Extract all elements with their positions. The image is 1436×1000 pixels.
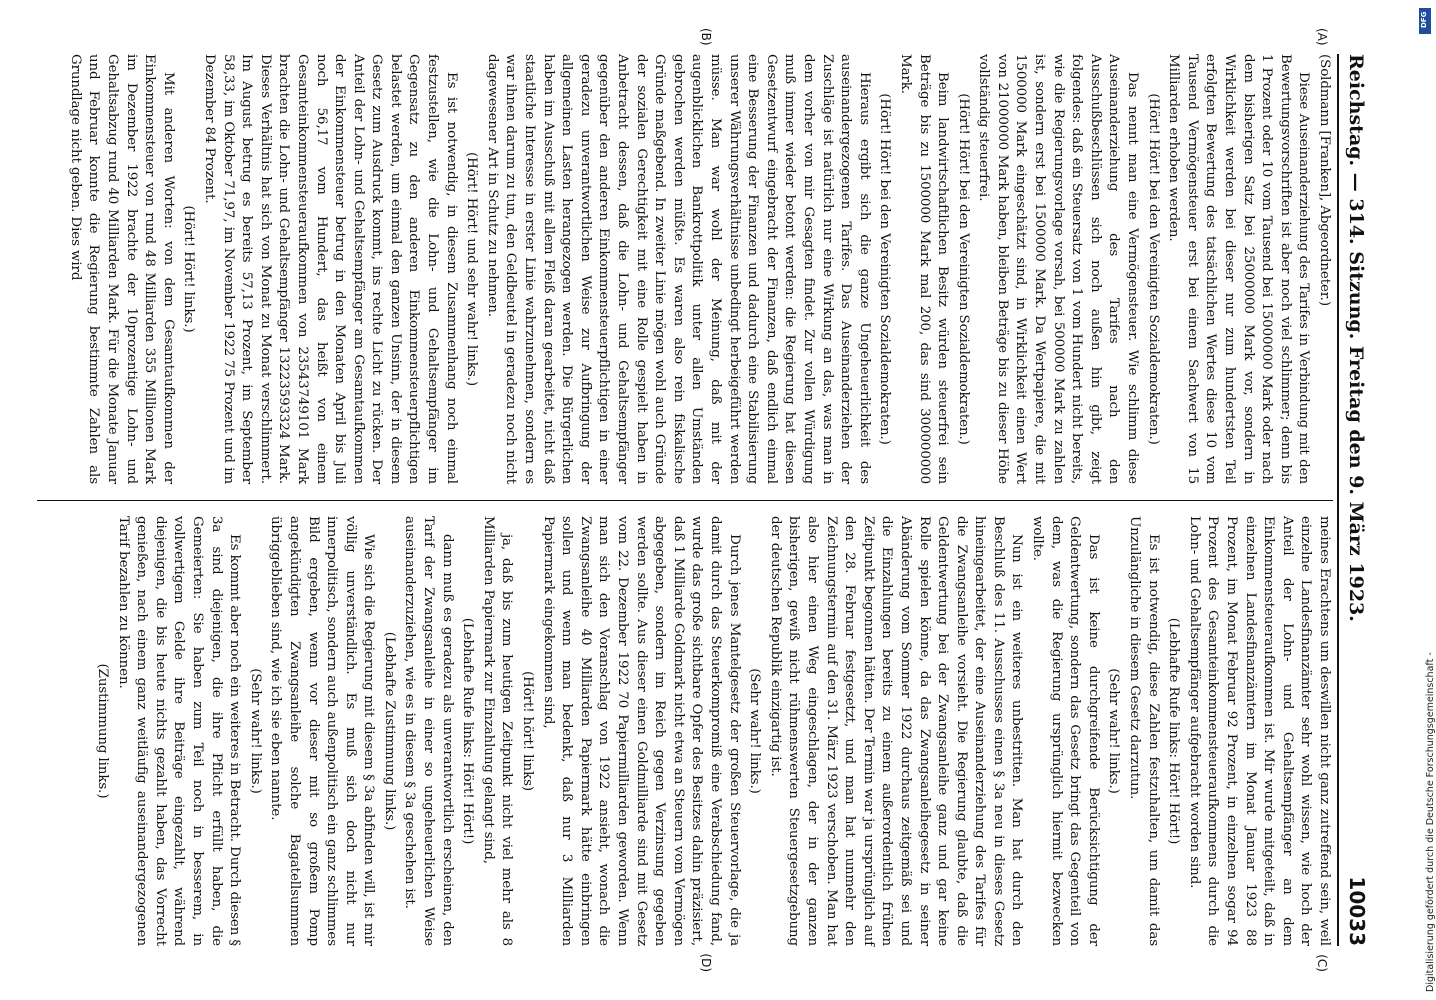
paragraph: ja, daß bis zum heutigen Zeitpunkt nicht viel mehr als 8 Milliarden Papiermark zur Einzahlung gelangt sind, bbox=[480, 516, 515, 946]
interjection: (Sehr wahr! links.) bbox=[1106, 668, 1122, 794]
margin-marker-d: (D) bbox=[699, 953, 713, 972]
paragraph: Diese Auseinanderziehung des Tarifes in Verbindung mit den Bewertungsvorschriften ist aber noch viel schlimmer; denn bis 1 Prozent oder 10 vom Tausend bei 15000000 Mark oder nach dem bisherigen Satz bei 25000000 Mark vor, sondern in Wirklichkeit werden bei dieser nur zum hundertsten Teil erfolgten Bewertung des tatsächlichen Wertes diese 10 vom Tausend Vermögensteuer erst bei einem Sachwert von 15 Milliarden erhoben werden. bbox=[1166, 54, 1312, 484]
interjection: (Hört! Hört! links.) bbox=[181, 205, 197, 333]
rotated-newspaper-page bbox=[27, 20, 1407, 980]
credit-text: Digitalisierung gefördert durch die Deutsche Forschungsgemeinschaft - bbox=[1425, 652, 1436, 992]
paragraph: Das ist keine durchgreifende Berücksichtigung der Geldentwertung, sondern das Gesetz bringt das Gegenteil von dem, was die Regierung ursprünglich hiermit bezwecken wollte. bbox=[1030, 516, 1101, 946]
paragraph: Mit anderen Worten: von dem Gesamtaufkommen der Einkommensteuer von rund 48 Milliarden 355 Millionen Mark im Dezember 1922 brachte der 10prozentige Lohn- und Gehaltsabzug rund 40 Milliarden Mark. Für die Monate Januar und Februar konnte die Regierung bestimmte Zahlen als Grundlage nicht geben. Dies wird bbox=[67, 54, 176, 484]
interjection: (Sehr wahr! links.) bbox=[247, 668, 263, 794]
dfg-logo bbox=[1419, 8, 1431, 34]
paragraph: Es ist notwendig, in diesem Zusammenhang noch einmal festzustellen, wie die Lohn- und Gehaltsempfänger im Gegensatz zu den anderen Einkommensteuerpflichtigen belastet werden, um einmal den ganzen Unsinn, der in diesem Gesetz zum Ausdruck kommt, ins rechte Licht zu rücken. Der Anteil der Lohn- und Gehaltsempfänger am Gesamtaufkommen der Einkommensteuer betrug in den Monaten April bis Juli noch 56,17 vom Hundert, das heißt von einem Gesamteinkommensteueraufkommen von 23543749101 Mark brachten die Lohn- und Gehaltsempfänger 13223593324 Mark. Dieses Verhältnis hat sich von Monat zu Monat verschlimmert. Im August betrug es bereits 57,13 Prozent, im September 58,33, im Oktober 71,97, im November 1922 75 Prozent und im Dezember 84 Prozent. bbox=[201, 54, 459, 484]
margin-marker-b: (B) bbox=[699, 28, 713, 46]
paragraph: Es ist notwendig, diese Zahlen festzuhalten, um damit das Unzulängliche in diesem Gesetz darzutun. bbox=[1127, 516, 1161, 946]
paragraph: dann muß es geradezu als unverantwortlich erscheinen, den Tarif der Zwangsanleihe in einer so ungeheuerlichen Weise auseinanderzuziehen, wie es in diesem § 3a geschehen ist. bbox=[402, 516, 455, 946]
paragraph: Wie sich die Regierung mit diesem § 3a abfinden will, ist mir völlig unverständlich. Es muß sich doch nicht nur innerpolitisch, sondern auch außenpolitisch ein ganz schlimmes Bild ergeben, wenn vor dieser mit so großem Pomp angekündigten Zwangsanleihe solche Bagatellsummen übriggeblieben sind, wie ich sie eben nannte. bbox=[268, 516, 377, 946]
text-columns bbox=[37, 28, 1333, 972]
interjection: (Lebhafte Zustimmung links.) bbox=[381, 631, 397, 831]
dfg-logo-text: DFG bbox=[1420, 11, 1428, 28]
paragraph: Beim landwirtschaftlichen Besitz würden steuerfrei sein Beträge bis zu 1500000 Mark mal 200, das sind 300000000 Mark. bbox=[897, 54, 951, 484]
interjection: (Zustimmung links.) bbox=[95, 663, 110, 799]
paragraph: (Soldmann [Franken], Abgeordneter.) bbox=[1317, 54, 1332, 306]
running-header bbox=[1337, 54, 1379, 946]
interjection: (Sehr wahr! links.) bbox=[747, 668, 763, 794]
paragraph: Durch jenes Mantelgesetz der großen Steuervorlage, die ja damit durch das Steuerkompromiß eine Verabschiedung fand, wurde das große sichtbare Opfer des Besitzes dahin präzisiert, daß 1 Milliarde Goldmark nicht etwa an Steuern vom Vermögen abgegeben, sondern im Reich gegen Verzinsung gegeben werden sollte. Aus dieser einen Goldmilliarde sind mit Gesetz vom 22. Dezember 1922 70 Papiermilliarden geworden. Wenn man sich den Voranschlag von 1922 ansieht, wonach die Zwangsanleihe 40 Milliarden Papiermark hätte einbringen sollen und wenn man bedenkt, daß nur 3 Milliarden Papiermark eingekommen sind, bbox=[540, 516, 742, 946]
right-column bbox=[37, 516, 1333, 946]
digitization-credit bbox=[1418, 8, 1436, 992]
interjection: (Hört! Hört! und sehr wahr! links.) bbox=[464, 152, 480, 386]
interjection: (Lebhafte Rufe links: Hört! Hört!) bbox=[460, 617, 476, 845]
interjection: (Hört! hört! links) bbox=[520, 671, 536, 791]
margin-marker-a: (A) bbox=[1315, 28, 1329, 46]
left-column bbox=[37, 54, 1333, 484]
paragraph: Es kommt aber noch ein weiteres in Betracht. Durch diesen § 3a sind diejenigen, die ihre Pflicht erfüllt haben, die Gemeierten: Sie haben zum Teil noch in besserem, in vollwertigem Gelde ihre Beiträge eingezahlt, während diejenigen, die bis heute nichts gezahlt haben, das Vorrecht genießen, nach einem ganz weitläufig auseinandergezogenen Tarif bezahlen zu können. bbox=[115, 516, 243, 946]
interjection: (Lebhafte Rufe links: Hört! Hört!) bbox=[1166, 617, 1182, 845]
paragraph: Das nennt man eine Vermögensteuer. Wie schlimm diese Auseinanderziehung des Tarifes nach den Ausschußbeschlüssen sich noch außen hin gibt, zeigt folgendes: daß ein Steuersatz von 1 vom Hundert nicht bereits, wie die Regierungsvorlage vorsah, bei 500000 Mark zu zahlen ist, sondern erst bei 1500000 Mark. Da Wertpapiere, die mit 1500000 Mark eingeschätzt sind, in Wirklichkeit einen Wert von 21000000 Mark haben, bleiben Beträge bis zu dieser Höhe vollständig steuerfrei. bbox=[976, 54, 1141, 484]
column-divider bbox=[37, 500, 1333, 501]
interjection: (Hört! Hört! bei den Vereinigten Sozialdemokraten.) bbox=[955, 93, 971, 445]
paragraph: Hieraus ergibt sich die ganze Ungeheuerlichkeit des auseinandergezogenen Tarifes. Das Auseinanderziehen der Zuschläge ist natürlich nur eine Wirkung an das, was man in dem vorher von mir Gesagten findet. Zur vollen Würdigung muß immer wieder betont werden: die Regierung hat diesen Gesetzentwurf eingebracht der Finanzen, daß endlich einmal eine Besserung der Finanzen und dadurch eine Stabilisierung unserer Währungsverhältnisse unbedingt herbeigeführt werden müsse. Man war wohl der Meinung, daß mit der augenblicklichen Bankrottpolitik unter allen Umständen gebrochen werden müßte. Es waren also rein fiskalische Gründe maßgebend. In zweiter Linie mögen wohl auch Gründe der sozialen Gerechtigkeit mit eine Rolle gespielt haben in Anbetracht dessen, daß die Lohn- und Gehaltsempfänger gegenüber den anderen Einkommensteuerpflichtigen in einer geradezu unverantwortlichen Weise zur Aufbringung der allgemeinen Lasten herangezogen werden. Die Bürgerlichen haben im Ausschuß mit allem Fleiß daran gearbeitet, nicht daß staatliche Interesse in erster Linie wahrzunehmen, sondern es war ihnen darum zu tun, den Geldbeutel in geradezu noch nicht dagewesener Art in Schutz zu nehmen. bbox=[484, 54, 872, 484]
paragraph: meines Erachtens um deswillen nicht ganz zutreffend sein, weil einzelne Landesfinanzämter sehr wohl wissen, wie hoch der Anteil der Lohn- und Gehaltsempfänger an dem Einkommensteueraufkommen ist. Mir wurde mitgeteilt, daß in einzelnen Landesfinanzämtern im Monat Januar 1923 88 Prozent, im Monat Februar 92 Prozent, in einzelnen sogar 94 Prozent des Gesamteinkommensteueraufkommens durch die Lohn- und Gehaltsempfänger aufgebracht worden sind. bbox=[1186, 516, 1332, 946]
paragraph: Nun ist ein weiteres unbestritten. Man hat durch den Beschluß des 11. Ausschusses einen § 3a neu in dieses Gesetz hineingearbeitet, der eine Auseinanderziehung des Tarifes für die Zwangsanleihe vorsieht. Die Regierung glaubte, daß die Geldentwertung bei der Zwangsanleihe ganz und gar keine Rolle spielen könne, da das Zwangsanleihegesetz in seiner Abänderung vom Sommer 1922 durchaus zeitgemäß sei und die Einzahlungen bereits zu einem außerordentlich frühen Zeitpunkt begonnen hätten. Der Termin war ja ursprünglich auf den 28. Februar festgesetzt, und man hat nunmehr den Zeichnungstermin auf den 31. März 1923 verschoben. Man hat also hier einen Weg eingeschlagen, der in der ganzen bisherigen, gewiß nicht rühmenswerten Steuergesetzgebung der deutschen Republik einzigartig ist. bbox=[767, 516, 1025, 946]
interjection: (Hört! Hört! bei den Vereinigten Sozialdemokraten.) bbox=[877, 93, 893, 445]
page-number: 10033 bbox=[1345, 876, 1369, 946]
interjection: (Hört! Hört! bei den Vereinigten Sozialdemokraten.) bbox=[1145, 93, 1161, 445]
header-title: Reichstag. — 314. Sitzung. Freitag den 9. März 1923. bbox=[1345, 54, 1367, 622]
margin-marker-c: (C) bbox=[1315, 954, 1329, 972]
